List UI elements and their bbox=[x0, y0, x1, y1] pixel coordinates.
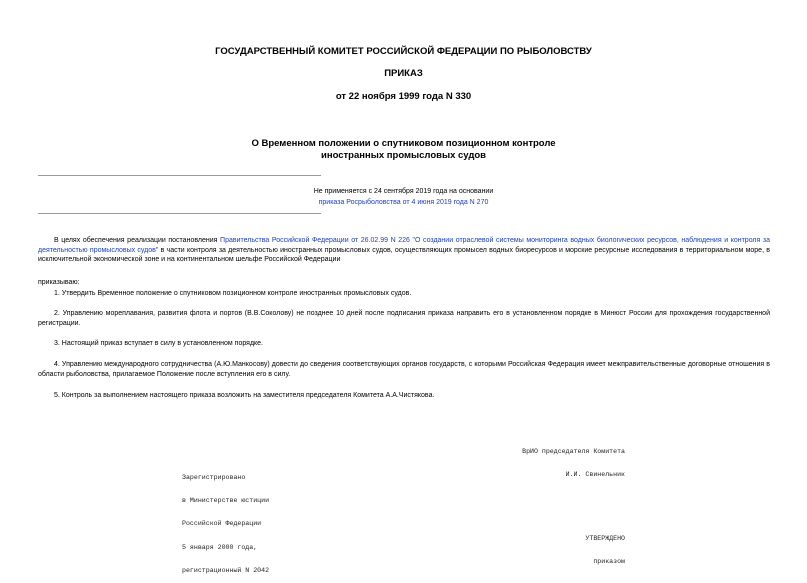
order-item-4: 4. Управлению международного сотрудничества (А.Ю.Манкосову) довести до сведения соответствующих органов государств, с которыми Российская Федерация имеет межправительственные договорные отношения в области рыболовства, прилагаемое Положение после вступления его в силу. bbox=[38, 361, 770, 378]
order-item-2: 2. Управлению мореплавания, развития флота и портов (В.В.Соколову) не позднее 10 дней после подписания приказа направить его в установленном порядке в Минюст России для прохождения государственной регистрации. bbox=[38, 310, 770, 327]
organization-heading: ГОСУДАРСТВЕННЫЙ КОМИТЕТ РОССИЙСКОЙ ФЕДЕРАЦИИ ПО РЫБОЛОВСТВУ bbox=[215, 46, 592, 57]
intro-text-start: В целях обеспечения реализации постановления bbox=[54, 237, 221, 244]
government-decree-link[interactable]: Правительства Российской Федерации от 26.02.99 N 226 "О создании отраслевой системы мониторинга водных биологических ресурсов, наблюдения и контроля за деятельностью промысловых судов" bbox=[38, 237, 771, 254]
registration-line: регистрационный N 2042 bbox=[182, 567, 270, 575]
registration-line: Зарегистрировано bbox=[182, 473, 246, 481]
approved-by: приказом bbox=[593, 557, 625, 565]
status-note-link[interactable]: приказа Росрыболовства от 4 июня 2019 года N 270 bbox=[318, 199, 489, 206]
intro-paragraph bbox=[38, 236, 770, 265]
signature-block bbox=[522, 432, 625, 487]
registration-block bbox=[182, 458, 269, 583]
order-item-5: 5. Контроль за выполнением настоящего приказа возложить на заместителя председателя Комитета А.А.Чистякова. bbox=[54, 392, 435, 399]
document-title-line2: иностранных промысловых судов bbox=[320, 150, 487, 161]
signature-title: ВрИО председателя Комитета bbox=[522, 447, 625, 455]
registration-line: в Министерстве юстиции bbox=[182, 496, 270, 504]
signature-name: И.И. Свинельник bbox=[565, 470, 625, 478]
approved-block bbox=[585, 519, 625, 574]
intro-text-end: в части контроля за деятельностью иностранных промысловых судов, осуществляющих промысел водных биоресурсов и морские ресурсные исследования в территориальном море, в исключительной экономической зоне и на континентальном шельфе Российской Федерации bbox=[38, 246, 770, 263]
order-word: приказываю: bbox=[38, 279, 80, 286]
divider-bottom bbox=[38, 213, 321, 214]
approved-label: УТВЕРЖДЕНО bbox=[585, 534, 625, 542]
doc-type-heading: ПРИКАЗ bbox=[384, 68, 423, 79]
order-item-3: 3. Настоящий приказ вступает в силу в установленном порядке. bbox=[54, 340, 264, 347]
document-title bbox=[0, 138, 807, 162]
divider-top bbox=[38, 175, 321, 176]
status-note-text: Не применяется с 24 сентября 2019 года на основании bbox=[313, 188, 494, 195]
order-item-1: 1. Утвердить Временное положение о спутниковом позиционном контроле иностранных промысловых судов. bbox=[54, 290, 412, 297]
status-note bbox=[0, 186, 807, 208]
document-title-line1: О Временном положении о спутниковом позиционном контроле bbox=[251, 138, 556, 149]
date-number-heading: от 22 ноября 1999 года N 330 bbox=[335, 91, 472, 102]
registration-line: Российской Федерации bbox=[182, 520, 262, 528]
registration-line: 5 января 2000 года, bbox=[182, 543, 258, 551]
